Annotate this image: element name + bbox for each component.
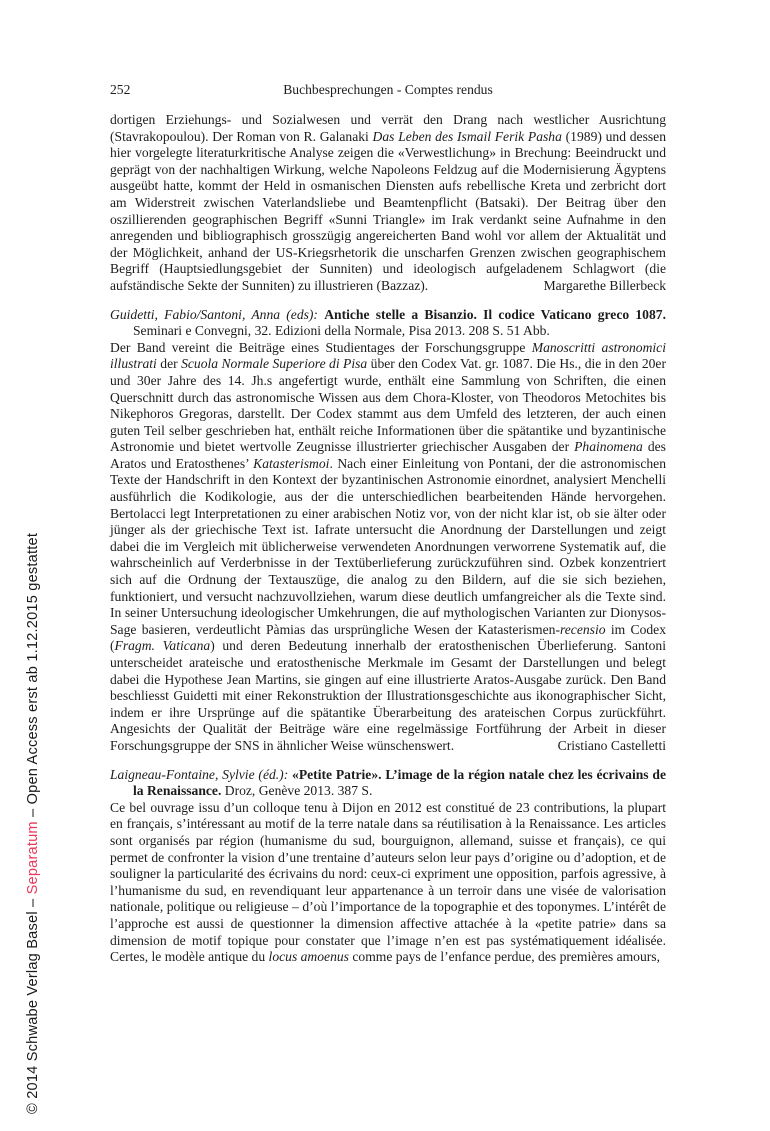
bibliographic-heading: [110, 307, 666, 340]
text-column: [110, 81, 666, 966]
italic-run: Phainomena: [574, 439, 643, 455]
italic-run: Scuola Normale Superiore di Pisa: [181, 356, 368, 372]
bold-run: «Petite Patrie». L’image de la région natale chez les écrivains de la Renaissance.: [133, 766, 666, 799]
page-number: 252: [110, 82, 131, 97]
text-run: Seminari e Convegni, 32. Edizioni della Normale, Pisa 2013. 208 S. 51 Abb.: [133, 323, 550, 339]
text-run: im Codex (: [110, 621, 667, 654]
spine-separatum-label: Separatum: [25, 821, 41, 895]
reviewer-signature: Cristiano Castelletti: [557, 737, 666, 753]
reviews-column: [110, 112, 666, 966]
review-text: [110, 112, 666, 295]
text-run: Droz, Genève 2013. 387 S.: [221, 783, 373, 799]
text-run: ) und deren Bedeutung innerhalb der eratosthenischen Überlieferung. Santoni unterscheidet arateische und eratosthenische Merkmale im Gesamt der Darstellungen und belegt dabei die Hypothese Jean Martins, sie gingen auf eine illustrierte Aratos-Ausgabe zurück. Den Band beschliesst Guidetti mit einer Rekonstruktion der Illustrationsgeschichte aus ikonographischer Sicht, indem er ihre Ursprünge auf die spätantike Überarbeitung des arateischen Corpus zurückführt. Angesichts der Qualität der Beiträge wäre eine regelmässige Fortführung der Arbeit in dieser Forschungsgruppe der SNS in ähnlicher Weise wünschenswert.: [110, 638, 666, 753]
text-run: des Aratos und Eratosthenes’: [110, 439, 666, 471]
review-text: [110, 800, 666, 966]
text-run: . Nach einer Einleitung von Pontani, der die astronomischen Texte der Handschrift in den Kontext der byzantinischen Astronomie einordnet, analysiert Menchelli ausführlich die Kodikologie, aus der die unterschiedlichen bearbeitenden Hände hervorgehen. Bertolacci legt Interpretationen zu einer arabischen Notiz vor, von der nicht klar ist, ob sie älter oder jünger als der griechische Text ist. Iafrate untersucht die Anordnung der Darstellungen und zeigt dabei die im Vergleich mit üblicherweise verwendeten Anordnungen verworrene Systematik auf, die wahrscheinlich auf Verderbnisse in der Textüberlieferung zurückzuführen sind. Ozbek konzentriert sich auf die Ordnung der Textauszüge, die analog zu den Bildern, auf die sie sich beziehen, funktioniert, und versucht nachzuvollziehen, warum diese deutlich umfangreicher als die Texte sind. In seiner Untersuchung ideologischer Umkehrungen, die auf mythologischen Varianten zur Dionysos-Sage basieren, verdeutlicht Pàmias das ursprüngliche Wesen der Katasterismen-: [110, 455, 666, 637]
spine-copyright-text: © 2014 Schwabe Verlag Basel –: [25, 894, 41, 1114]
text-run: Der Band vereint die Beiträge eines Studientages der Forschungsgruppe: [110, 339, 532, 355]
bibliographic-heading: [110, 767, 666, 800]
text-run: (1989) und dessen hier vorgelegte literaturkritische Analyse zeigen die «Verwestlichung» in Brechung: Beeindruckt und geprägt von der nachhaltigen Wirkung, welche Napoleons Feldzug auf die Modernisierung Ägyptens ausgeübt hatte, kommt der Held in osmanischen Diensten aufs rebellische Kreta und zerbricht dort am Widerstreit zwischen Vaterlandsliebe und Beamtenpflicht (Batsaki). Der Beitrag über den oszillierenden geographischen Begriff «Sunni Triangle» im Irak verdankt seine Aufnahme in den anregenden und bibliographisch grosszügig angereicherten Band wohl vor allem der Aktualität und der Möglichkeit, anhand der US-Kriegsrhetorik die unscharfen Grenzen zwischen geographischem Begriff (Hauptsiedlungsgebiet der Sunniten) und ideologisch aufgeladenem Schlagwort (die aufständische Sekte der Sunniten) zu illustrieren (Bazzaz).: [110, 128, 666, 293]
italic-run: Laigneau-Fontaine, Sylvie (éd.):: [110, 766, 293, 782]
spine-open-access-text: – Open Access erst ab 1.12.2015 gestattet: [25, 532, 41, 822]
spine-imprint: [25, 533, 41, 1114]
page-header: [110, 81, 666, 98]
text-run: über den Codex Vat. gr. 1087. Die Hs., die in den 20er und 30er Jahre des 14. Jh.s angefertigt wurde, enthält eine Sammlung von Schriften, die einen Querschnitt durch das astronomische Wissen aus dem Chora-Kloster, von Theodoros Metochites bis Nikephoros Gregoras, darstellt. Der Codex stammt aus dem Umfeld des letzteren, der auch einen guten Teil selber geschrieben hat, enthält reiche Informationen über die spätantike und byzantinische Astronomie und bietet wertvolle Zeugnisse illustrierter griechischer Ausgaben der: [110, 356, 666, 455]
review-text: [110, 340, 666, 755]
italic-run: Guidetti, Fabio/Santoni, Anna (eds):: [110, 306, 325, 322]
italic-run: Katasterismoi: [253, 455, 330, 471]
book-review: [110, 307, 666, 755]
book-review: [110, 767, 666, 966]
italic-run: recensio: [559, 621, 606, 637]
italic-run: locus amoenus: [268, 949, 349, 965]
text-run: dortigen Erziehungs- und Sozialwesen und verrät den Drang nach westlicher Ausrichtung (Stavrakopoulou). Der Roman von R. Galanaki: [110, 112, 666, 144]
text-run: comme pays de l’enfance perdue, des premières amours,: [348, 949, 660, 965]
book-review: [110, 112, 666, 295]
text-run: der: [156, 356, 182, 372]
italic-run: Manoscritti astronomici illustrati: [110, 339, 666, 372]
reviewer-signature: Margarethe Billerbeck: [543, 277, 666, 293]
italic-run: Fragm. Vaticana: [114, 638, 211, 654]
text-run: Ce bel ouvrage issu d’un colloque tenu à Dijon en 2012 est constitué de 23 contributions, la plupart en français, s’intéressant au motif de la terre natale dans sa réutilisation à la Renaissance. Les articles sont organisés par région (humanisme du sud, bourguignon, allemand, suisse et français), ce qui permet de confronter la vision d’une trentaine d’auteurs selon leur pays d’origine ou d’adoption, et de souligner la particularité des écrivains du nord: ceux-ci expriment une opposition, parfois agressive, à l’humanisme du sud, en revendiquant leur appartenance à un terroir dans une visée de valorisation nationale, politique ou religieuse – d’où l’importance de la topographie et des toponymes. L’intérêt de l’approche est aussi de questionner la dimension affective attachée à la «petite patrie» dans sa dimension de motif topique pour constater que l’image n’en est pas systématiquement idéalisée. Certes, le modèle antique du: [110, 799, 666, 965]
running-title: Buchbesprechungen - Comptes rendus: [283, 82, 493, 97]
bold-run: Antiche stelle a Bisanzio. Il codice Vaticano greco 1087.: [324, 306, 666, 322]
italic-run: Das Leben des Ismail Ferik Pasha: [372, 128, 562, 144]
